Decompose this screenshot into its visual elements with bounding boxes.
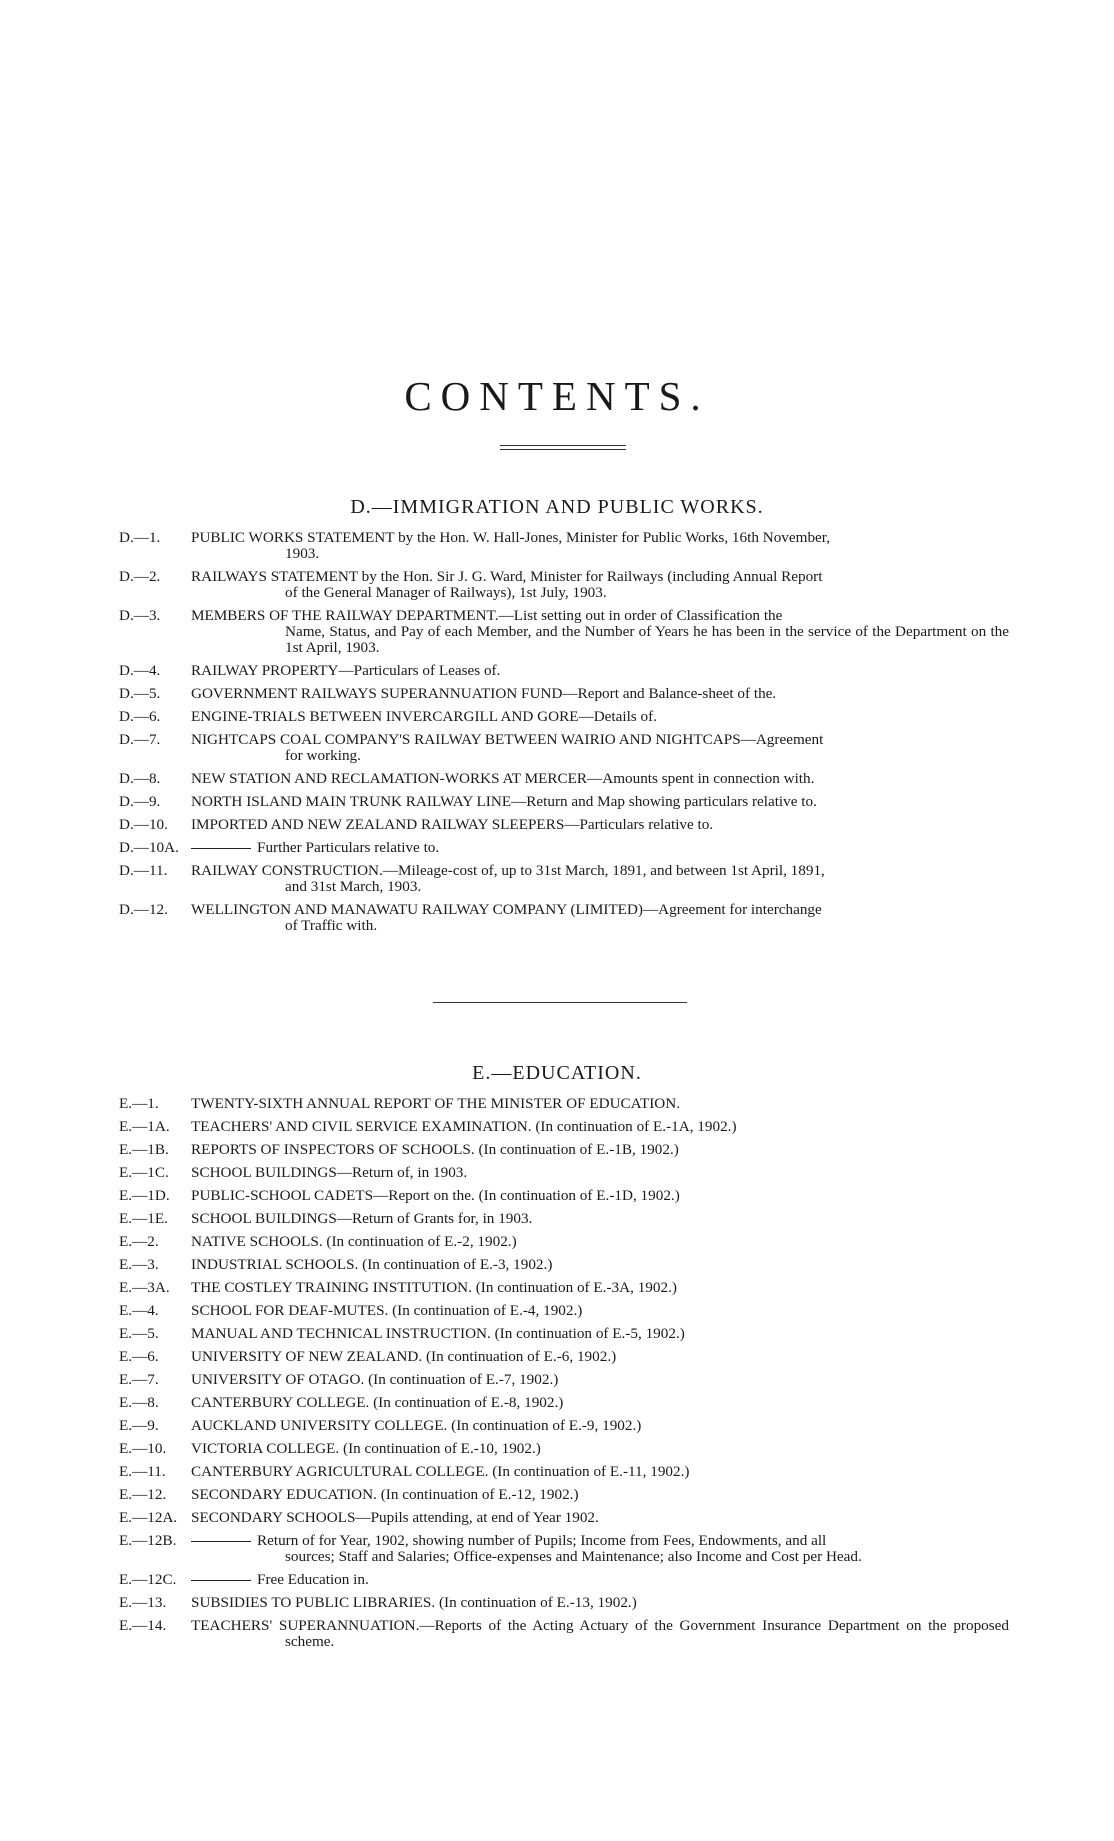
title-rule-upper xyxy=(500,445,626,446)
entry-text: PUBLIC-SCHOOL CADETS—Report on the. (In continuation of E.-1D, 1902.) xyxy=(191,1187,680,1204)
contents-entry xyxy=(119,1188,1009,1204)
entry-text: TEACHERS' SUPERANNUATION.—Reports of the Acting Actuary of the Government Insurance Department on the proposed scheme. xyxy=(191,1617,1009,1650)
contents-entry xyxy=(119,1510,1009,1526)
entry-description xyxy=(191,1119,1009,1135)
contents-entry xyxy=(119,1533,1009,1565)
entry-text: THE COSTLEY TRAINING INSTITUTION. (In continuation of E.-3A, 1902.) xyxy=(191,1279,677,1296)
contents-entry xyxy=(119,1326,1009,1342)
entry-text: GOVERNMENT RAILWAYS SUPERANNUATION FUND—Report and Balance-sheet of the. xyxy=(191,685,777,702)
entry-text: SUBSIDIES TO PUBLIC LIBRARIES. (In continuation of E.-13, 1902.) xyxy=(191,1594,637,1611)
entry-text: UNIVERSITY OF NEW ZEALAND. (In continuation of E.-6, 1902.) xyxy=(191,1348,617,1365)
entry-continuation: and 31st March, 1903. xyxy=(285,878,422,895)
entry-code: D.—12. xyxy=(119,901,168,918)
entry-code: D.—10. xyxy=(119,816,168,833)
entry-text: VICTORIA COLLEGE. (In continuation of E.-10, 1902.) xyxy=(191,1440,541,1457)
entry-code: E.—5. xyxy=(119,1325,159,1342)
entry-text: Free Education in. xyxy=(257,1571,369,1588)
ditto-dash xyxy=(191,1541,251,1542)
entry-code: E.—11. xyxy=(119,1463,166,1480)
section-separator xyxy=(433,1002,687,1003)
contents-entry xyxy=(119,902,1009,934)
entry-description xyxy=(191,1395,1009,1411)
entry-code: E.—13. xyxy=(119,1594,167,1611)
entry-code: D.—6. xyxy=(119,708,161,725)
entry-text: MANUAL AND TECHNICAL INSTRUCTION. (In continuation of E.-5, 1902.) xyxy=(191,1325,685,1342)
entry-description xyxy=(191,1487,1009,1503)
entry-continuation: sources; Staff and Salaries; Office-expenses and Maintenance; also Income and Cost per Head. xyxy=(285,1548,862,1565)
contents-entry xyxy=(119,1418,1009,1434)
entry-text: SCHOOL BUILDINGS—Return of Grants for, in 1903. xyxy=(191,1210,533,1227)
entry-text: UNIVERSITY OF OTAGO. (In continuation of E.-7, 1902.) xyxy=(191,1371,559,1388)
contents-entry xyxy=(119,1119,1009,1135)
entry-text: CANTERBURY COLLEGE. (In continuation of E.-8, 1902.) xyxy=(191,1394,564,1411)
entry-description xyxy=(191,1096,1009,1112)
entry-description xyxy=(191,608,1009,656)
entry-code: E.—14. xyxy=(119,1617,167,1634)
entry-description xyxy=(191,1165,1009,1181)
section-d-heading: D.—IMMIGRATION AND PUBLIC WORKS. xyxy=(350,496,764,518)
contents-entry xyxy=(119,1234,1009,1250)
entry-code: E.—1C. xyxy=(119,1164,169,1181)
entry-continuation: for working. xyxy=(285,747,361,764)
contents-entry xyxy=(119,1572,1009,1588)
contents-entry xyxy=(119,663,1009,679)
entry-code: E.—7. xyxy=(119,1371,159,1388)
entry-description xyxy=(191,732,1009,764)
entry-code: E.—1. xyxy=(119,1095,159,1112)
entry-description xyxy=(191,686,1009,702)
entry-description xyxy=(191,1464,1009,1480)
contents-entry xyxy=(119,569,1009,601)
contents-entry xyxy=(119,794,1009,810)
entry-description xyxy=(191,1349,1009,1365)
contents-entry xyxy=(119,1441,1009,1457)
entry-continuation: of Traffic with. xyxy=(285,917,378,934)
entry-text: PUBLIC WORKS STATEMENT by the Hon. W. Hall-Jones, Minister for Public Works, 16th November, xyxy=(191,529,831,546)
entry-code: E.—9. xyxy=(119,1417,159,1434)
entry-description xyxy=(191,1142,1009,1158)
entry-text: NORTH ISLAND MAIN TRUNK RAILWAY LINE—Return and Map showing particulars relative to. xyxy=(191,793,817,810)
entry-text: RAILWAY CONSTRUCTION.—Mileage-cost of, up to 31st March, 1891, and between 1st April, 1891, xyxy=(191,862,825,879)
entry-code: D.—1. xyxy=(119,529,161,546)
entry-description xyxy=(191,569,1009,601)
entry-code: D.—7. xyxy=(119,731,161,748)
entry-text: Return of for Year, 1902, showing number of Pupils; Income from Fees, Endowments, and all xyxy=(257,1532,827,1549)
entry-code: E.—10. xyxy=(119,1440,167,1457)
entry-code: D.—8. xyxy=(119,770,161,787)
contents-entry xyxy=(119,1165,1009,1181)
entry-description xyxy=(191,1211,1009,1227)
entry-description xyxy=(191,840,1009,856)
section-e-entries xyxy=(119,1096,1009,1657)
contents-entry xyxy=(119,1349,1009,1365)
entry-description xyxy=(191,709,1009,725)
entry-code: E.—12C. xyxy=(119,1571,177,1588)
title-rule-lower xyxy=(500,449,626,450)
entry-description xyxy=(191,794,1009,810)
contents-entry xyxy=(119,1280,1009,1296)
entry-description xyxy=(191,1372,1009,1388)
entry-code: E.—12A. xyxy=(119,1509,178,1526)
contents-entry xyxy=(119,863,1009,895)
entry-description xyxy=(191,1188,1009,1204)
contents-entry xyxy=(119,1096,1009,1112)
contents-entry xyxy=(119,1211,1009,1227)
entry-text: SCHOOL BUILDINGS—Return of, in 1903. xyxy=(191,1164,468,1181)
entry-description xyxy=(191,1533,1009,1565)
entry-description xyxy=(191,902,1009,934)
entry-code: E.—3. xyxy=(119,1256,159,1273)
entry-description xyxy=(191,1618,1009,1650)
entry-code: E.—6. xyxy=(119,1348,159,1365)
contents-entry xyxy=(119,709,1009,725)
entry-code: E.—12B. xyxy=(119,1532,177,1549)
contents-entry xyxy=(119,1372,1009,1388)
entry-text: NATIVE SCHOOLS. (In continuation of E.-2, 1902.) xyxy=(191,1233,517,1250)
entry-description xyxy=(191,1303,1009,1319)
entry-code: E.—4. xyxy=(119,1302,159,1319)
entry-description xyxy=(191,863,1009,895)
section-e-heading: E.—EDUCATION. xyxy=(472,1062,642,1084)
entry-text: RAILWAY PROPERTY—Particulars of Leases of. xyxy=(191,662,501,679)
entry-code: E.—2. xyxy=(119,1233,159,1250)
entry-description xyxy=(191,1234,1009,1250)
entry-code: D.—5. xyxy=(119,685,161,702)
entry-code: E.—1A. xyxy=(119,1118,170,1135)
entry-code: E.—12. xyxy=(119,1486,167,1503)
entry-code: E.—8. xyxy=(119,1394,159,1411)
contents-entry xyxy=(119,771,1009,787)
entry-description xyxy=(191,1595,1009,1611)
entry-text: REPORTS OF INSPECTORS OF SCHOOLS. (In continuation of E.-1B, 1902.) xyxy=(191,1141,679,1158)
contents-entry xyxy=(119,840,1009,856)
entry-continuation: Name, Status, and Pay of each Member, and the Number of Years he has been in the service of the Department on the 1st April, 1903. xyxy=(285,623,1009,656)
entry-text: IMPORTED AND NEW ZEALAND RAILWAY SLEEPERS—Particulars relative to. xyxy=(191,816,714,833)
entry-text: INDUSTRIAL SCHOOLS. (In continuation of E.-3, 1902.) xyxy=(191,1256,553,1273)
entry-text: MEMBERS OF THE RAILWAY DEPARTMENT.—List setting out in order of Classification the xyxy=(191,607,783,624)
entry-text: WELLINGTON AND MANAWATU RAILWAY COMPANY (LIMITED)—Agreement for interchange xyxy=(191,901,822,918)
entry-description xyxy=(191,1418,1009,1434)
contents-entry xyxy=(119,1487,1009,1503)
entry-description xyxy=(191,663,1009,679)
contents-entry xyxy=(119,1618,1009,1650)
entry-description xyxy=(191,817,1009,833)
entry-continuation: of the General Manager of Railways), 1st July, 1903. xyxy=(285,584,607,601)
entry-description xyxy=(191,1510,1009,1526)
contents-entry xyxy=(119,732,1009,764)
entry-code: E.—1B. xyxy=(119,1141,169,1158)
entry-description xyxy=(191,1441,1009,1457)
entry-text: TWENTY-SIXTH ANNUAL REPORT OF THE MINISTER OF EDUCATION. xyxy=(191,1095,681,1112)
entry-code: E.—1D. xyxy=(119,1187,170,1204)
entry-text: CANTERBURY AGRICULTURAL COLLEGE. (In continuation of E.-11, 1902.) xyxy=(191,1463,690,1480)
entry-code: E.—3A. xyxy=(119,1279,170,1296)
entry-text: AUCKLAND UNIVERSITY COLLEGE. (In continuation of E.-9, 1902.) xyxy=(191,1417,642,1434)
entry-text: RAILWAYS STATEMENT by the Hon. Sir J. G. Ward, Minister for Railways (including Annual Report xyxy=(191,568,823,585)
entry-code: D.—2. xyxy=(119,568,161,585)
entry-text: NIGHTCAPS COAL COMPANY'S RAILWAY BETWEEN WAIRIO AND NIGHTCAPS—Agreement xyxy=(191,731,824,748)
entry-text: Further Particulars relative to. xyxy=(257,839,440,856)
page-title: CONTENTS. xyxy=(404,373,710,419)
entry-code: D.—3. xyxy=(119,607,161,624)
contents-entry xyxy=(119,1595,1009,1611)
entry-description xyxy=(191,1326,1009,1342)
entry-code: D.—9. xyxy=(119,793,161,810)
contents-entry xyxy=(119,817,1009,833)
entry-description xyxy=(191,1257,1009,1273)
entry-text: SCHOOL FOR DEAF-MUTES. (In continuation of E.-4, 1902.) xyxy=(191,1302,583,1319)
contents-entry xyxy=(119,530,1009,562)
entry-description xyxy=(191,771,1009,787)
contents-entry xyxy=(119,1303,1009,1319)
entry-text: SECONDARY SCHOOLS—Pupils attending, at end of Year 1902. xyxy=(191,1509,599,1526)
contents-entry xyxy=(119,1257,1009,1273)
contents-entry xyxy=(119,686,1009,702)
contents-entry xyxy=(119,1395,1009,1411)
entry-continuation: 1903. xyxy=(285,545,320,562)
entry-code: D.—11. xyxy=(119,862,168,879)
ditto-dash xyxy=(191,1580,251,1581)
entry-description xyxy=(191,530,1009,562)
contents-entry xyxy=(119,1142,1009,1158)
ditto-dash xyxy=(191,848,251,849)
section-d-entries xyxy=(119,530,1009,941)
entry-code: E.—1E. xyxy=(119,1210,168,1227)
entry-description xyxy=(191,1572,1009,1588)
contents-entry xyxy=(119,1464,1009,1480)
entry-text: TEACHERS' AND CIVIL SERVICE EXAMINATION. (In continuation of E.-1A, 1902.) xyxy=(191,1118,737,1135)
entry-text: NEW STATION AND RECLAMATION-WORKS AT MERCER—Amounts spent in connection with. xyxy=(191,770,815,787)
entry-code: D.—4. xyxy=(119,662,161,679)
entry-text: ENGINE-TRIALS BETWEEN INVERCARGILL AND GORE—Details of. xyxy=(191,708,657,725)
entry-code: D.—10A. xyxy=(119,839,179,856)
contents-entry xyxy=(119,608,1009,656)
entry-description xyxy=(191,1280,1009,1296)
entry-text: SECONDARY EDUCATION. (In continuation of E.-12, 1902.) xyxy=(191,1486,579,1503)
